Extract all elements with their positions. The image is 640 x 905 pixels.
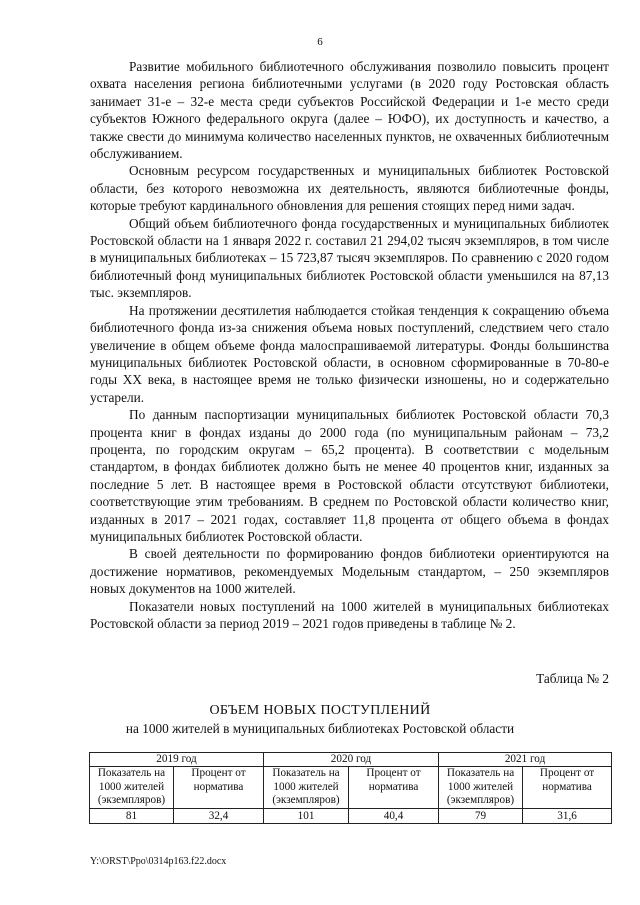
table-cell: 31,6 xyxy=(523,808,612,823)
column-header-percent: Процент от норматива xyxy=(174,767,264,809)
paragraph: Развитие мобильного библиотечного обслуживания позволило повысить процент охвата населения региона библиотечными услугами (в 2020 году Ростовская область занимает 31-е – 32-е места среди субъектов Российской Федерации и 1-е место среди субъектов Южного федерального округа (далее – ЮФО), их доступность и качество, а также свести до минимума количество населенных пунктов, не охваченных библиотечным обслуживанием. xyxy=(90,59,609,162)
table-header-columns xyxy=(90,767,612,809)
column-header-per-1000: Показатель на 1000 жителей (экземпляров) xyxy=(264,767,349,809)
paragraph: Показатели новых поступлений на 1000 жителей в муниципальных библиотеках Ростовской области за период 2019 – 2021 годов приведены в таблице № 2. xyxy=(90,598,609,631)
column-header-per-1000: Показатель на 1000 жителей (экземпляров) xyxy=(439,767,523,809)
column-header-per-1000: Показатель на 1000 жителей (экземпляров) xyxy=(90,767,174,809)
new-acquisitions-table xyxy=(89,752,612,824)
table-row xyxy=(90,808,612,823)
paragraph: По данным паспортизации муниципальных библиотек Ростовской области 70,3 процента книг в фондах изданы до 2000 года (по муниципальным районам – 73,2 процента, по городским округам – 65,2 процента). В соответствии с модельным стандартом, в фондах библиотек должно быть не менее 40 процентов книг, изданных за последние 5 лет. В настоящее время в Ростовской области отсутствуют библиотеки, соответствующие этим требованиям. В среднем по Ростовской области количество книг, изданных в 2017 – 2021 годах, составляет 11,8 процента от общего объема в фондах муниципальных библиотек Ростовской области. xyxy=(90,407,609,544)
page-number: 6 xyxy=(317,36,323,48)
table-title-block xyxy=(0,702,640,738)
table-cell: 40,4 xyxy=(349,808,439,823)
table-caption: Таблица № 2 xyxy=(536,671,609,686)
year-header: 2021 год xyxy=(439,753,612,767)
table-cell: 32,4 xyxy=(174,808,264,823)
table-cell: 81 xyxy=(90,808,174,823)
paragraph: Основным ресурсом государственных и муниципальных библиотек Ростовской области, без которого невозможна их деятельность, являются библиотечные фонды, которые требуют кардинального обновления для решения стоящих перед ними задач. xyxy=(90,163,609,214)
year-header: 2019 год xyxy=(90,753,264,767)
paragraph: На протяжении десятилетия наблюдается стойкая тенденция к сокращению объема библиотечного фонда из-за снижения объема новых поступлений, следствием чего стало увеличение в общем объеме фонда малоспрашиваемой литературы. Фонды большинства муниципальных библиотек Ростовской области, в основном сформированные в 70-80-е годы XX века, в настоящее время не только физически изношены, но и содержательно устарели. xyxy=(90,302,609,405)
paragraph: Общий объем библиотечного фонда государственных и муниципальных библиотек Ростовской области на 1 января 2022 г. составил 21 294,02 тысяч экземпляров, в том числе в муниципальных библиотеках – 15 723,87 тысяч экземпляров. По сравнению с 2020 годом библиотечный фонд муниципальных библиотек Ростовской области уменьшился на 87,13 тыс. экземпляров. xyxy=(90,215,609,301)
column-header-percent: Процент от норматива xyxy=(349,767,439,809)
year-header: 2020 год xyxy=(264,753,439,767)
paragraph: В своей деятельности по формированию фондов библиотеки ориентируются на достижение нормативов, рекомендуемых Модельным стандартом, – 250 экземпляров новых документов на 1000 жителей. xyxy=(90,546,609,597)
table-subtitle: на 1000 жителей в муниципальных библиотеках Ростовской области xyxy=(125,721,515,736)
table-cell: 101 xyxy=(264,808,349,823)
body-text xyxy=(90,58,609,632)
table-header-years xyxy=(90,753,612,767)
column-header-percent: Процент от норматива xyxy=(523,767,612,809)
footer-file-path: Y:\ORST\Ppo\0314p163.f22.docx xyxy=(90,856,227,867)
table-cell: 79 xyxy=(439,808,523,823)
table-title: ОБЪЕМ НОВЫХ ПОСТУПЛЕНИЙ xyxy=(209,703,431,718)
